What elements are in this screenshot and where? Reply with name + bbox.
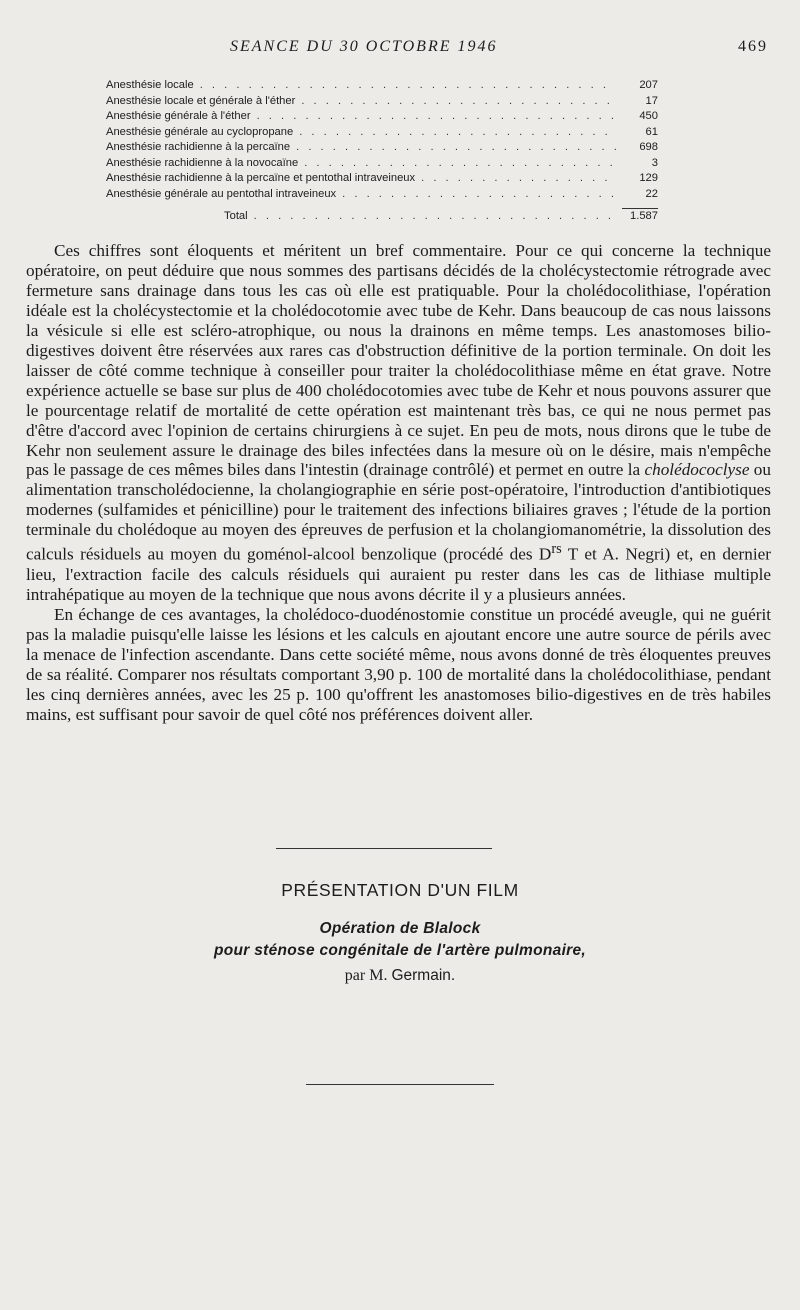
byline-prefix: par M. xyxy=(344,967,392,984)
dot-leader xyxy=(257,109,616,125)
row-label: Anesthésie générale au pentothal intraveineux xyxy=(106,187,337,200)
table-row xyxy=(106,78,658,94)
paragraph-text: Ces chiffres sont éloquents et méritent un bref commentaire. Pour ce qui concerne la technique opératoire, on peut déduire que nous sommes des partisans décidés de la cholécystectomie rétrograde avec fermeture sans drainage dans tous les cas où elle est pratiquable. Pour la cholédocolithiase, l'opération idéale est la cholécystectomie et la cholédocotomie avec tube de Kehr. Dans beaucoup de cas nous laissons la vésicule si elle est scléro-atrophique, ou nous la drainons en même temps. Les anastomoses bilio-digestives doivent être réservées aux rares cas d'obstruction définitive de la portion terminale. On doit les laisser de côté comme technique à conseiller pour traiter la cholédocolithiase même en état grave. Notre expérience actuelle se base sur plus de 400 cholédocotomies avec tube de Kehr et nous pouvons assurer que le pourcentage relatif de mortalité de cette opération est maintenant très bas, ce qui ne nous permet pas d'être d'accord avec l'opinion de certains chirurgiens à ce sujet. En peu de mots, nous dirons que le tube de Kehr non seulement assure le drainage des biles infectées dans la mesure où on le désire, mais n'empêche pas le passage de ces mêmes biles dans l'intestin (drainage contrôlé) et permet en outre la xyxy=(26,241,771,480)
row-label: Anesthésie locale xyxy=(106,79,194,91)
paragraph: En échange de ces avantages, la cholédoco-duodénostomie constitue un procédé aveugle, qui ne guérit pas la maladie puisqu'elle laisse les lésions et les calculs en ajoutant encore une autre source de périls avec la menace de l'infection ascendante. Dans cette société même, nous avons donné de très éloquentes preuves de sa réalité. Comparer nos résultats comportant 3,90 p. 100 de mortalité dans la cholédocolithiase, pendant les cinq dernières années, avec les 25 p. 100 qu'offrent les anastomoses bilio-digestives en de très habiles mains, est suffisant pour savoir de quel côté nos préférences doivent aller. xyxy=(26,604,771,724)
row-label: Anesthésie générale au cyclopropane xyxy=(106,125,294,138)
running-title: SEANCE DU 30 OCTOBRE 1946 xyxy=(230,38,498,55)
table-row xyxy=(106,140,658,156)
section-subtitle: pour sténose congénitale de l'artère pulmonaire, xyxy=(213,942,587,959)
dot-leader xyxy=(254,209,616,224)
row-label: Anesthésie rachidienne à la novocaïne xyxy=(106,156,299,169)
dot-leader xyxy=(342,187,616,203)
row-value: 17 xyxy=(645,94,658,107)
table-total-row xyxy=(106,208,658,224)
row-value: 698 xyxy=(639,141,658,153)
table-row xyxy=(106,94,658,110)
row-value: 450 xyxy=(639,110,658,122)
table-row xyxy=(106,109,658,125)
table-row xyxy=(106,171,658,187)
section-title: PRÉSENTATION D'UN FILM xyxy=(281,880,519,900)
total-label: Total xyxy=(224,210,248,222)
table-row xyxy=(106,125,658,141)
section-divider xyxy=(306,1084,494,1085)
dot-leader xyxy=(421,171,616,187)
dot-leader xyxy=(304,156,616,172)
dot-leader xyxy=(299,125,616,141)
superscript: rs xyxy=(551,541,562,558)
dot-leader xyxy=(301,94,616,110)
row-label: Anesthésie rachidienne à la percaïne et pentothal intraveineux xyxy=(106,172,416,184)
row-value: 22 xyxy=(645,187,658,200)
row-value: 3 xyxy=(651,156,658,169)
page-number: 469 xyxy=(738,38,768,55)
dot-leader xyxy=(296,140,616,156)
table-row xyxy=(106,187,658,203)
section-divider xyxy=(276,848,492,849)
running-header xyxy=(0,38,800,60)
emphasis-term: cholédococlyse xyxy=(644,460,750,480)
row-label: Anesthésie rachidienne à la percaïne xyxy=(106,141,291,153)
table-row xyxy=(106,156,658,172)
total-value: 1.587 xyxy=(622,208,658,224)
paragraph-text: T et A. Negri) et, en dernier lieu, l'extraction facile des calculs résiduels qui auraient pu rester dans les cas de lithiase multiple intrahépatique au moyen de la technique que nous avons décrite il y a plusieurs années. xyxy=(26,545,771,604)
row-value: 61 xyxy=(645,125,658,138)
article-body xyxy=(26,241,771,725)
anesthesia-table xyxy=(106,78,658,224)
dot-leader xyxy=(200,78,616,94)
row-label: Anesthésie générale à l'éther xyxy=(106,110,251,122)
paragraph-text: ou alimentation transcholédocienne, la cholangiographie en série post-opératoire, l'introduction d'antibiotiques modernes (sulfamides et pénicilline) pour le traitement des infections biliaires graves ; l'étude de la portion terminale du cholédoque au moyen des épreuves de perfusion et la cholangiomanométrie, la dissolution des calculs résiduels au moyen du goménol-alcool benzolique (procédé des D xyxy=(26,460,771,565)
row-value: 207 xyxy=(639,79,658,91)
paragraph xyxy=(26,241,771,605)
row-label: Anesthésie locale et générale à l'éther xyxy=(106,94,296,107)
byline-author: Germain. xyxy=(391,967,456,984)
section-subtitle: Opération de Blalock xyxy=(319,920,481,937)
byline xyxy=(0,967,800,985)
row-value: 129 xyxy=(639,172,658,184)
